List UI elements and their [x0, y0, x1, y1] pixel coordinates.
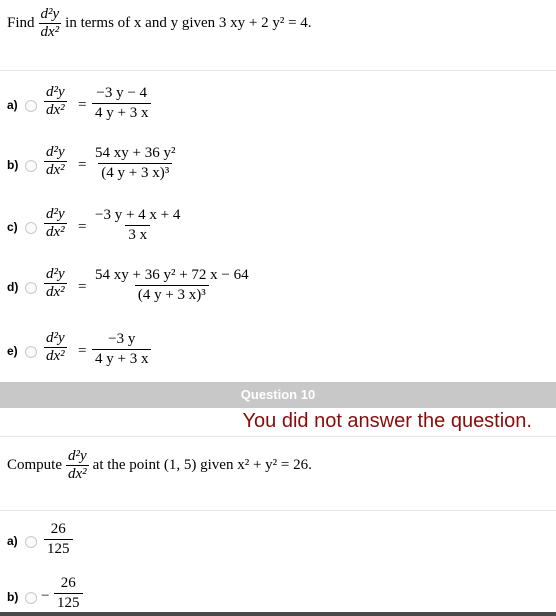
- equals-sign: =: [78, 279, 87, 295]
- minus-sign: −: [41, 588, 50, 604]
- option-a[interactable]: [0, 84, 300, 128]
- option-fraction: [92, 206, 183, 245]
- option-radio[interactable]: [25, 222, 37, 234]
- option-radio[interactable]: [25, 592, 37, 604]
- deriv-numerator: d²y: [46, 84, 65, 100]
- option-e[interactable]: [0, 330, 300, 374]
- q10-option-b[interactable]: [0, 574, 200, 614]
- equals-sign: =: [78, 97, 87, 113]
- option-radio[interactable]: [25, 536, 37, 548]
- question-header-bar: [0, 382, 556, 408]
- option-denominator: 4 y + 3 x: [92, 103, 151, 123]
- option-fraction: [92, 84, 151, 123]
- divider: [0, 436, 556, 437]
- option-label: e): [7, 344, 18, 358]
- deriv-numerator: d²y: [46, 330, 65, 346]
- deriv-denominator: dx²: [46, 347, 65, 364]
- option-c[interactable]: [0, 206, 300, 250]
- deriv-denominator: dx²: [46, 161, 65, 178]
- divider: [0, 70, 556, 71]
- find-label: Find: [7, 14, 35, 31]
- q10-option-a[interactable]: [0, 520, 200, 564]
- option-label: c): [7, 220, 18, 234]
- option-radio[interactable]: [25, 282, 37, 294]
- option-numerator: 26: [50, 521, 66, 537]
- question-10-condition: at the point (1, 5) given x² + y² = 26.: [92, 456, 312, 473]
- option-denominator: 125: [44, 539, 73, 559]
- option-fraction: [44, 520, 73, 559]
- bottom-bar: [0, 612, 556, 616]
- option-radio[interactable]: [25, 160, 37, 172]
- deriv-numerator: d²y: [46, 266, 65, 282]
- equals-sign: =: [78, 219, 87, 235]
- divider: [0, 510, 556, 511]
- option-fraction: [54, 574, 83, 613]
- option-denominator: 4 y + 3 x: [92, 349, 151, 369]
- option-fraction: [92, 266, 252, 305]
- option-radio[interactable]: [25, 346, 37, 358]
- question-10-prompt: [7, 448, 312, 482]
- deriv-denominator: dx²: [68, 465, 87, 482]
- option-label: b): [7, 158, 19, 172]
- deriv-numerator: d²y: [40, 6, 60, 22]
- option-numerator: 54 xy + 36 y² + 72 x − 64: [95, 267, 249, 283]
- option-numerator: 54 xy + 36 y²: [95, 145, 176, 161]
- question-number: Question 10: [240, 387, 316, 402]
- deriv-fraction: [44, 144, 67, 178]
- deriv-fraction: [44, 330, 67, 364]
- feedback-message: You did not answer the question.: [242, 410, 532, 432]
- question-9-condition: in terms of x and y given 3 xy + 2 y² = 4.: [65, 14, 312, 31]
- option-radio[interactable]: [25, 100, 37, 112]
- option-fraction: [92, 330, 151, 369]
- question-9-prompt: [7, 6, 312, 40]
- equals-sign: =: [78, 157, 87, 173]
- deriv-numerator: d²y: [46, 206, 65, 222]
- option-b[interactable]: [0, 144, 300, 188]
- option-label: a): [7, 98, 18, 112]
- question-9-options: [0, 80, 556, 380]
- option-denominator: 125: [54, 593, 83, 613]
- option-fraction: [92, 144, 178, 183]
- option-denominator: (4 y + 3 x)³: [98, 163, 172, 183]
- option-numerator: −3 y − 4: [96, 85, 148, 101]
- option-denominator: 3 x: [125, 225, 150, 245]
- option-denominator: (4 y + 3 x)³: [135, 285, 209, 305]
- deriv-numerator: d²y: [46, 144, 65, 160]
- option-label: a): [7, 534, 18, 548]
- deriv-denominator: dx²: [46, 223, 65, 240]
- deriv-denominator: dx²: [46, 101, 65, 118]
- option-numerator: 26: [60, 575, 76, 591]
- deriv-denominator: dx²: [46, 283, 65, 300]
- option-label: b): [7, 590, 19, 604]
- option-numerator: −3 y: [108, 331, 136, 347]
- deriv-fraction: [44, 206, 67, 240]
- equals-sign: =: [78, 343, 87, 359]
- option-label: d): [7, 280, 19, 294]
- deriv-fraction: [44, 84, 67, 118]
- deriv-numerator: d²y: [68, 448, 87, 464]
- deriv-denominator: dx²: [40, 23, 60, 40]
- option-numerator: −3 y + 4 x + 4: [95, 207, 181, 223]
- compute-label: Compute: [7, 456, 62, 473]
- deriv-fraction: [39, 6, 62, 40]
- deriv-fraction: [44, 266, 67, 300]
- option-d[interactable]: [0, 266, 320, 310]
- deriv-fraction: [66, 448, 89, 482]
